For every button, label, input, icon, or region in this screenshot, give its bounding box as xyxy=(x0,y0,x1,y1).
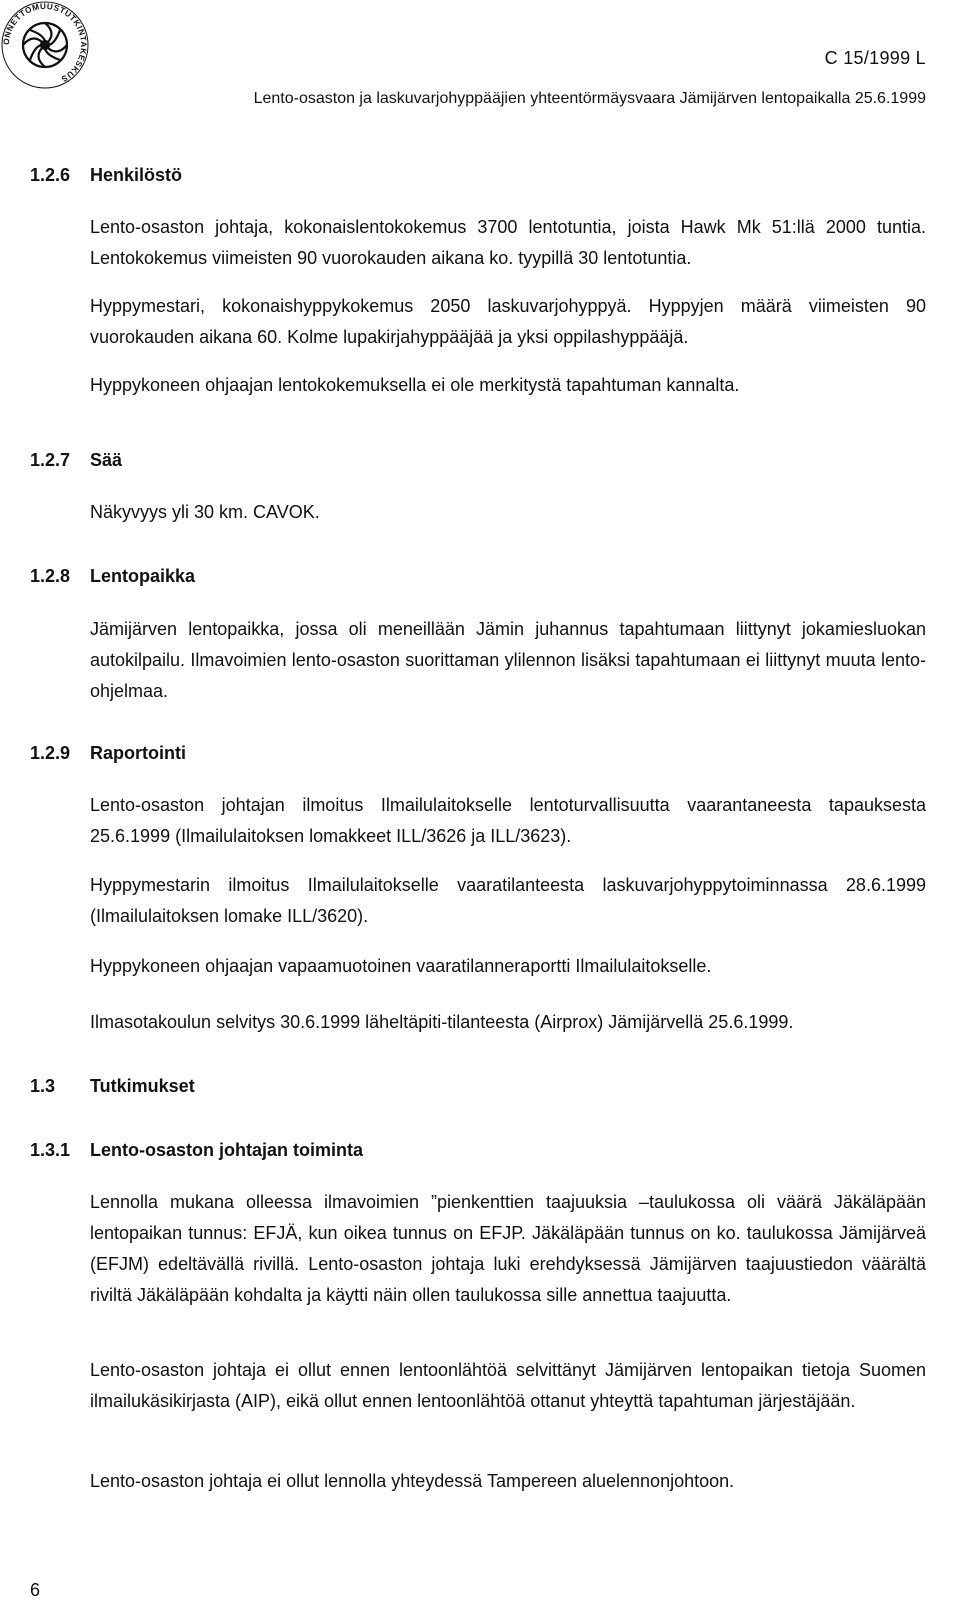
paragraph-henkilosto-1: Lento-osaston johtaja, kokonaislentokokemus 3700 lentotuntia, joista Hawk Mk 51:llä 2000 tuntia. Lentokokemus viimeisten 90 vuorokauden aikana ko. tyypillä 30 lentotuntia. xyxy=(90,217,926,268)
paragraph-lentopaikka-1: Jämijärven lentopaikka, jossa oli meneillään Jämin juhannus tapahtumaan liittynyt jokamiesluokan autokilpailu. Ilmavoimien lento-osaston suorittaman ylilennon lisäksi tapahtumaan ei liittynyt muuta lento-ohjelmaa. xyxy=(90,619,926,701)
section-heading-lentopaikka xyxy=(30,561,926,592)
section-title: Henkilöstö xyxy=(90,165,183,185)
section-number: 1.3 xyxy=(30,1076,56,1096)
section-number: 1.3.1 xyxy=(30,1140,71,1160)
section-number: 1.2.8 xyxy=(30,566,71,586)
logo-ring-text: ONNETTOMUUSTUTKINTAKESKUS xyxy=(1,1,89,84)
report-id: C 15/1999 L xyxy=(824,48,926,68)
paragraph-raportointi-3: Hyppykoneen ohjaajan vapaamuotoinen vaaratilanneraportti Ilmailulaitokselle. xyxy=(90,956,712,976)
logo-spiral-icon xyxy=(23,23,67,67)
paragraph-raportointi-1: Lento-osaston johtajan ilmoitus Ilmailulaitokselle lentoturvallisuutta vaarantaneesta tapauksesta 25.6.1999 (Ilmailulaitoksen lomakkeet ILL/3626 ja ILL/3623). xyxy=(90,795,926,846)
page-number: 6 xyxy=(30,1580,41,1600)
paragraph-johtaja-1: Lennolla mukana olleessa ilmavoimien ”pienkenttien taajuuksia –taulukossa oli väärä Jäkäläpään lentopaikan tunnus: EFJÄ, kun oikea tunnus on EFJP. Jäkäläpään tunnus on ko. taulukossa Jämijärveä (EFJM) edeltävällä rivillä. Lento-osaston johtaja luki erehdyksessä Jämijärven taajuustiedon väärältä riviltä Jäkäläpään kohdalta ja käytti näin ollen taulukossa sille annettua taajuutta. xyxy=(90,1192,926,1305)
paragraph-henkilosto-2: Hyppymestari, kokonaishyppykokemus 2050 laskuvarjohyppyä. Hyppyjen määrä viimeisten 90 vuorokauden aikana 60. Kolme lupakirjahyppääjää ja yksi oppilashyppääjä. xyxy=(90,296,926,347)
paragraph-johtaja-2: Lento-osaston johtaja ei ollut ennen lentoonlähtöä selvittänyt Jämijärven lentopaikan tietoja Suomen ilmailukäsikirjasta (AIP), eikä ollut ennen lentoonlähtöä ottanut yhteyttä tapahtuman järjestäjään. xyxy=(90,1360,926,1411)
section-heading-raportointi xyxy=(30,738,926,769)
report-title: Lento-osaston ja laskuvarjohyppääjien yhteentörmäysvaara Jämijärven lentopaikalla 25.6.1999 xyxy=(253,90,926,107)
section-number: 1.2.7 xyxy=(30,450,71,470)
paragraph-raportointi-4: Ilmasotakoulun selvitys 30.6.1999 läheltäpiti-tilanteesta (Airprox) Jämijärvellä 25.6.1999. xyxy=(90,1012,794,1032)
section-title: Tutkimukset xyxy=(90,1076,195,1096)
section-heading-tutkimukset xyxy=(30,1071,926,1102)
section-title: Sää xyxy=(90,450,123,470)
section-number: 1.2.9 xyxy=(30,743,71,763)
section-title: Lento-osaston johtajan toiminta xyxy=(90,1140,363,1160)
paragraph-henkilosto-3: Hyppykoneen ohjaajan lentokokemuksella ei ole merkitystä tapahtuman kannalta. xyxy=(90,375,740,395)
section-heading-henkilosto xyxy=(30,160,926,191)
section-title: Raportointi xyxy=(90,743,186,763)
paragraph-saa-1: Näkyvyys yli 30 km. CAVOK. xyxy=(90,502,320,522)
section-heading-johtajan-toiminta xyxy=(30,1135,926,1166)
section-number: 1.2.6 xyxy=(30,165,71,185)
section-heading-saa xyxy=(30,445,926,476)
section-title: Lentopaikka xyxy=(90,566,196,586)
paragraph-johtaja-3: Lento-osaston johtaja ei ollut lennolla yhteydessä Tampereen aluelennonjohtoon. xyxy=(90,1471,735,1491)
paragraph-raportointi-2: Hyppymestarin ilmoitus Ilmailulaitokselle vaaratilanteesta laskuvarjohyppytoiminnassa 28.6.1999 (Ilmailulaitoksen lomake ILL/3620). xyxy=(90,875,926,926)
onnettomuustutkintakeskus-logo xyxy=(0,0,90,90)
